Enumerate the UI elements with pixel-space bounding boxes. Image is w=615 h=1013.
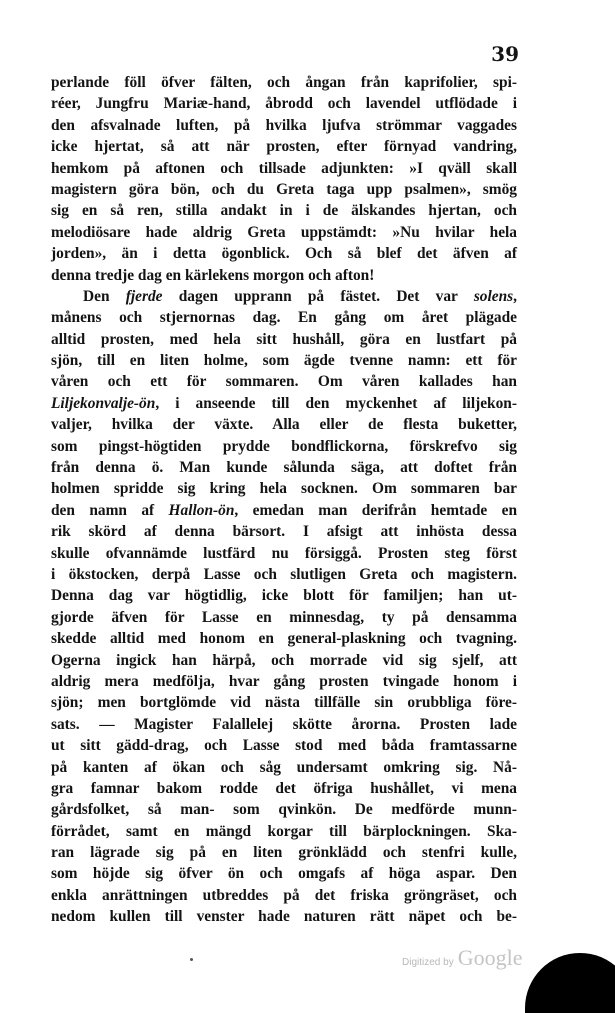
text-line: förrådet, samt en mängd korgar till bärplockningen. Ska-: [51, 822, 517, 840]
text-line: sig en så ren, stilla andakt in i de älskandes hjertan, och: [51, 202, 517, 220]
text-line: skedde alltid med honom en general-plaskning och tvagning.: [51, 630, 517, 648]
text-line: magistern göra bön, och du Greta taga upp psalmen», smög: [51, 180, 517, 198]
text-line: gårdsfolket, så man- som qvinkön. De medförde munn-: [51, 801, 517, 819]
text-line: gra famnar bakom rodde det öfriga hushållet, vi mena: [51, 779, 517, 797]
text-line: rik skörd af denna bärsort. I afsigt att inhösta dessa: [51, 523, 517, 541]
text-line: alltid prosten, med hela sitt hushåll, göra en lustfart på: [51, 330, 517, 348]
text-line: denna tredje dag en kärlekens morgon och afton!: [51, 266, 375, 284]
text-line: jorden», än i detta ögonblick. Och så blef det äfven af: [51, 245, 517, 263]
text-line: våren och ett för sommaren. Om våren kallades han: [51, 373, 517, 391]
watermark-prefix: Digitized by: [402, 957, 454, 968]
text-line: enkla anrättningen utbreddes på det friska gröngräset, och: [51, 886, 517, 904]
text-line: som höjde sig öfver ön och omgafs af höga aspar. Den: [51, 865, 517, 883]
text-line: ran lägrade sig på en liten grönklädd och stenfri kulle,: [51, 844, 517, 862]
emphasis-text: Hallon-ön: [168, 501, 235, 519]
text-line: perlande föll öfver fälten, och ångan från kaprifolier, spi-: [51, 74, 517, 91]
text-line: gjorde äfven för Lasse en minnesdag, ty på densamma: [51, 608, 517, 626]
scan-edge-shadow: [525, 953, 615, 1013]
digitized-watermark: [402, 945, 522, 971]
text-line: sjön, till en liten holme, som ägde tvenne namn: ett för: [51, 352, 517, 370]
page-number: 39: [491, 42, 519, 66]
text-line: aldrig mera medfölja, hvar gång prosten tvingade honom i: [51, 672, 517, 690]
emphasis-text: solens: [473, 287, 514, 305]
text-line: som pingst-högtiden prydde bondflickorna, förskrefvo sig: [51, 437, 517, 455]
emphasis-text: fjerde: [125, 287, 163, 305]
text-line: réer, Jungfru Mariæ-hand, åbrodd och lavendel utflödade i: [51, 95, 517, 113]
text-line: icke hjertat, så att när prosten, efter förnyad vandring,: [51, 138, 517, 156]
text-line: melodiösare hade aldrig Greta uppstämdt: »Nu hvilar hela: [51, 223, 517, 241]
text-line: från denna ö. Man kunde sålunda säga, att doftet från: [51, 459, 517, 477]
text-line: i ökstocken, derpå Lasse och slutligen Greta och magistern.: [51, 565, 517, 583]
text-line: sats. — Magister Falallelej skötte årorna. Prosten lade: [51, 715, 517, 733]
text-line: ut sitt gädd-drag, och Lasse stod med båda framtassarne: [51, 737, 517, 755]
text-line: nedom kullen till venster hade naturen rätt näpet och be-: [51, 908, 517, 926]
text-line: holmen spridde sig kring hela socknen. Om sommaren bar: [51, 480, 517, 498]
text-line: den namn af Hallon-ön, emedan man derifrån hemtade en: [51, 501, 517, 519]
text-line: Den fjerde dagen upprann på fästet. Det var solens,: [83, 287, 518, 305]
text-line: skulle ofvannämde lustfärd nu försiggå. Prosten steg först: [51, 544, 517, 562]
emphasis-text: Liljekonvalje-ön: [51, 394, 156, 412]
text-line: valjer, hvilka der växte. Alla eller de flesta buketter,: [51, 416, 517, 434]
google-logo: Google: [457, 945, 523, 970]
text-line: månens och stjernornas dag. En gång om året plägade: [51, 309, 517, 327]
text-line: sjön; men bortglömde vid nästa tillfälle sin orubbliga före-: [51, 694, 517, 712]
text-line: Liljekonvalje-ön, i anseende till den myckenhet af liljekon-: [51, 394, 517, 412]
footer-mark: [190, 958, 193, 961]
text-line: Denna dag var högtidlig, icke blott för familjen; han ut-: [51, 587, 517, 605]
text-line: den afsvalnade luften, på hvilka ljufva strömmar vaggades: [51, 116, 517, 134]
text-line: hemkom på aftonen och tillsade adjunkten: »I qväll skall: [51, 159, 517, 177]
body-text: [51, 72, 517, 928]
text-line: Ogerna ingick han härpå, och morrade vid sig sjelf, att: [51, 651, 517, 669]
text-line: på kanten af ökan och såg undersamt omkring sig. Nå-: [51, 758, 517, 776]
